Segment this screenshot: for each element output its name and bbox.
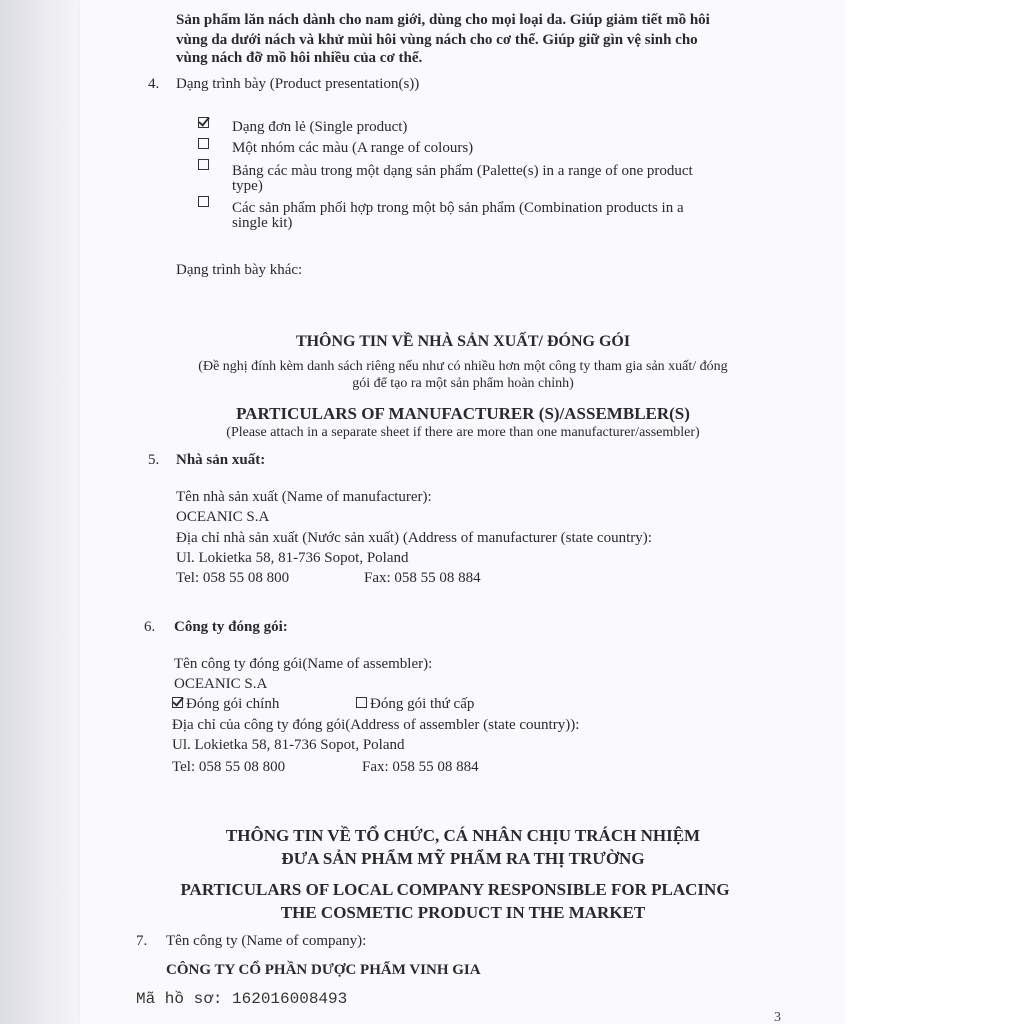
option-palette-cont: type) [232, 178, 263, 194]
checkbox-range-colours [198, 138, 209, 149]
section-6-title: Công ty đóng gói: [174, 619, 288, 635]
manufacturer-address-label: Địa chỉ nhà sản xuất (Nước sản xuất) (Address of manufacturer (state country): [176, 530, 652, 546]
option-combination-cont: single kit) [232, 215, 293, 231]
intro-line-3: vùng nách đỡ mồ hôi nhiều của cơ thể. [176, 50, 423, 66]
manufacturer-address-value: Ul. Lokietka 58, 81-736 Sopot, Poland [176, 550, 409, 566]
manufacturer-note-vn-2: gói để tạo ra một sản phẩm hoàn chỉnh) [352, 376, 574, 391]
section-4-title: Dạng trình bày (Product presentation(s)) [176, 76, 420, 92]
assembler-address-value: Ul. Lokietka 58, 81-736 Sopot, Poland [172, 737, 405, 753]
local-header-vn-2: ĐƯA SẢN PHẨM MỸ PHẨM RA THỊ TRƯỜNG [281, 849, 645, 868]
checkbox-single-product [198, 117, 209, 128]
section-7-title: Tên công ty (Name of company): [166, 933, 367, 949]
section-6-number: 6. [144, 619, 156, 635]
section-5-title: Nhà sản xuất: [176, 452, 266, 468]
assembler-fax: Fax: 058 55 08 884 [362, 759, 479, 775]
option-palette: Bảng các màu trong một dạng sản phẩm (Palette(s) in a range of one product [232, 163, 693, 179]
intro-line-1: Sản phẩm lăn nách dành cho nam giới, dùng cho mọi loại da. Giúp giảm tiết mồ hôi [176, 12, 710, 28]
primary-packaging-label: Đóng gói chính [186, 696, 280, 712]
local-header-vn-1: THÔNG TIN VỀ TỔ CHỨC, CÁ NHÂN CHỊU TRÁCH NHIỆM [225, 826, 701, 845]
checkbox-secondary-packaging [356, 697, 367, 708]
option-combination: Các sản phẩm phối hợp trong một bộ sản phẩm (Combination products in a [232, 200, 684, 216]
manufacturer-header-en: PARTICULARS OF MANUFACTURER (S)/ASSEMBLER(S) [236, 404, 690, 423]
assembler-name-label: Tên công ty đóng gói(Name of assembler): [174, 656, 433, 672]
assembler-address-label: Địa chỉ của công ty đóng gói(Address of assembler (state country)): [172, 717, 580, 733]
secondary-packaging-label: Đóng gói thứ cấp [370, 696, 475, 712]
checkbox-palette [198, 159, 209, 170]
manufacturer-header-vn: THÔNG TIN VỀ NHÀ SẢN XUẤT/ ĐÓNG GÓI [295, 333, 631, 350]
manufacturer-note-en: (Please attach in a separate sheet if there are more than one manufacturer/assembler) [226, 425, 700, 440]
option-range-colours: Một nhóm các màu (A range of colours) [232, 140, 474, 156]
other-presentation-label: Dạng trình bày khác: [176, 262, 303, 278]
section-7-number: 7. [136, 933, 148, 949]
manufacturer-note-vn-1: (Đề nghị đính kèm danh sách riêng nếu như có nhiều hơn một công ty tham gia sản xuất/ đóng [198, 359, 728, 374]
checkbox-primary-packaging [172, 697, 183, 708]
section-4-number: 4. [148, 76, 160, 92]
page-number: 3 [774, 1010, 781, 1024]
file-code: Mã hồ sơ: 162016008493 [136, 990, 348, 1008]
local-header-en-2: THE COSMETIC PRODUCT IN THE MARKET [280, 903, 646, 922]
assembler-name-value: OCEANIC S.A [174, 676, 268, 692]
manufacturer-tel: Tel: 058 55 08 800 [176, 570, 290, 586]
section-5-number: 5. [148, 452, 160, 468]
intro-line-2: vùng da dưới nách và khử mùi hôi vùng nách cho cơ thể. Giúp giữ gìn vệ sinh cho [176, 32, 698, 48]
local-company-name: CÔNG TY CỔ PHẦN DƯỢC PHẨM VINH GIA [166, 962, 481, 978]
manufacturer-name-label: Tên nhà sản xuất (Name of manufacturer): [176, 489, 432, 505]
option-single-product: Dạng đơn lẻ (Single product) [232, 119, 408, 135]
assembler-tel: Tel: 058 55 08 800 [172, 759, 286, 775]
checkbox-combination [198, 196, 209, 207]
manufacturer-name-value: OCEANIC S.A [176, 509, 270, 525]
manufacturer-fax: Fax: 058 55 08 884 [364, 570, 481, 586]
local-header-en-1: PARTICULARS OF LOCAL COMPANY RESPONSIBLE FOR PLACING [180, 880, 730, 899]
